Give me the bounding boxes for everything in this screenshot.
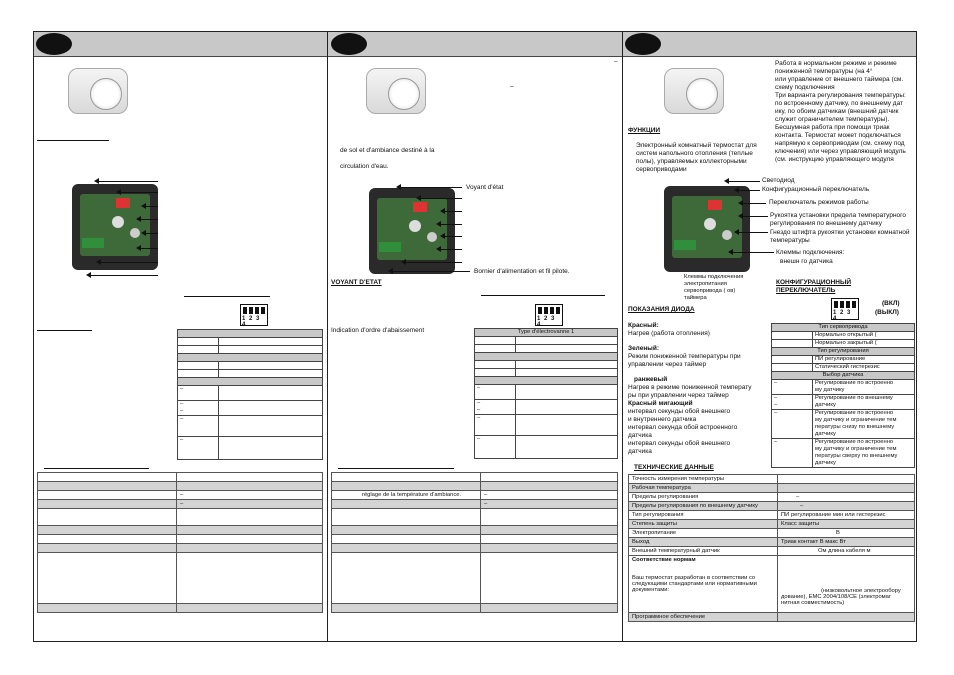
callout-arrow [90, 275, 158, 276]
thermostat-image [366, 64, 428, 116]
heading-functions: ФУНКЦИИ [628, 127, 661, 134]
red-text: Нагрев (работа отопления) [628, 330, 710, 337]
green-text-2: управлении через таймер [628, 361, 707, 368]
off-label: (ВЫКЛ) [875, 309, 899, 316]
orange-text: Нагрев в режиме пониженной температу [628, 384, 752, 391]
text-fragment: – [510, 83, 514, 90]
config-table-ru: Тип сервопривода Нормально открытый ( Нормально закрытый ( Тип регулирования ПИ регулирование Статический гистерезис Выбор датчика – Регулирование по встроенно му датчику – – Регулирование по внешнему датчику – Регулирование по встроенно му датчику и ограничение тем пературы снизу по внешнему датчику – Регулирование по встроенно му датчику и ограничение тем пературы сверху по внешнему датчику [771, 323, 915, 468]
text-fragment: – [614, 58, 618, 65]
language-badge [36, 33, 72, 55]
heading-voyant: VOYANT D'ETAT [331, 279, 382, 286]
callout-arrow [742, 203, 766, 204]
callout-arrow [140, 248, 158, 249]
label-bornier: Bornier d'alimentation et fil pilote. [474, 268, 570, 275]
functions-text: Электронный комнатный термостат для систем напольного отопления (теплые полы), управляемых коллекторными сервоприводами [636, 142, 757, 173]
tech-table-ru: Точность измерения температуры Рабочая температура Пределы регулирования – Пределы регулирования по внешнему датчику – Тип регулирования ПИ регулирование мин или гистерезис Степень защиты Класс защиты Электропитание В Выход Триак контакт В макс Вт Внешний температурный датчик Ом длина кабеля м Соответствие нормам Ваш термостат разработан в соответствии со следующими стандартами или нормативными документами: (низковольтное электрообору дование), EMC 2004/108/CE (электромаг нитная совместимость) Программное обеспечение [628, 474, 915, 622]
callout-arrow [400, 187, 462, 188]
heading-underline [44, 468, 149, 469]
callout-sensor-terminals: Клеммы подключения: [776, 249, 845, 256]
callout-arrow [392, 271, 470, 272]
callout-knob-limit-2: регулирования по внешнему датчику [770, 220, 882, 227]
callout-arrow [444, 236, 462, 237]
callout-arrow [738, 232, 768, 233]
callout-pin-socket: Гнездо штифта рукоятки установки комнатной [770, 229, 910, 236]
column-divider [622, 31, 623, 642]
dip-switch-image: 1 2 3 4 [831, 298, 859, 320]
intro-text: Работа в нормальном режиме и режиме пониженной температуры (на 4° или управление от внешнего таймера (см. схему подключения Три варианта регулирования температуры: по встроенному датчику, по внешнему дат ику, по обоим датчикам (внешний датчик служит ограничителем температуры). Бесшумная работа при помощи триак контакта. Термостат может подключаться напрямую к сервоприводам (см. схему под ключения) или через управляющий модуль (см. инструкцию управляющего модуля [775, 60, 906, 163]
callout-arrow [98, 181, 158, 182]
callout-arrow [440, 249, 462, 250]
config-table-fr2: Type d'électrovanne 1 – – – – – [474, 328, 618, 459]
thermostat-image [664, 64, 726, 116]
heading-underline [481, 295, 605, 296]
heading-underline [184, 296, 270, 297]
heading-underline [37, 140, 109, 141]
green-label: Зеленый: [628, 345, 659, 352]
text-abaissement: Indication d'ordre d'abaissement [331, 327, 425, 334]
green-text: Режим пониженной температуры при [628, 353, 741, 360]
callout-sensor-terminals-2: внешн го датчика [780, 258, 833, 265]
red-label: Красный: [628, 322, 659, 329]
tech-table-fr2: réglage de la température d'ambiance. – – [331, 472, 618, 613]
callout-mode-switch: Переключатель режимов работы [769, 199, 869, 206]
callout-arrow [100, 262, 158, 263]
callout-arrow [140, 219, 158, 220]
label-voyant: Voyant d'état [466, 184, 504, 191]
orange-label: ранжевый [634, 376, 668, 383]
callout-arrow [444, 211, 462, 212]
callout-arrow [440, 224, 462, 225]
heading-tech: ТЕХНИЧЕСКИЕ ДАННЫЕ [634, 464, 714, 471]
heading-underline [37, 330, 92, 331]
config-table-fr: – – – – – [177, 329, 323, 460]
callout-arrow [145, 206, 158, 207]
callout-arrow [732, 252, 774, 253]
callout-arrow [405, 262, 462, 263]
column-header-3 [623, 32, 916, 57]
callout-led: Светодиод [762, 177, 795, 184]
language-badge [625, 33, 661, 55]
callout-arrow [120, 192, 158, 193]
on-label: (ВКЛ) [882, 300, 900, 307]
callout-pin-socket-2: температуры [770, 237, 810, 244]
heading-underline [338, 468, 454, 469]
dip-switch-image: 1 2 3 4 [535, 304, 563, 326]
callout-arrow [145, 233, 158, 234]
heading-config-2: ПЕРЕКЛЮЧАТЕЛЬ [776, 287, 836, 294]
callout-config-switch: Конфигурационный переключатель [762, 186, 870, 193]
orange-text-2: ры при управлении через таймер [628, 392, 729, 399]
dip-switch-image: 1 2 3 4 [240, 304, 268, 326]
language-badge [331, 33, 367, 55]
thermostat-image [68, 64, 130, 116]
column-header-1 [34, 32, 327, 57]
column-divider [327, 31, 328, 642]
callout-knob-limit: Рукоятка установки предела температурного [770, 212, 907, 219]
heading-config: КОНФИГУРАЦИОННЫЙ [776, 279, 852, 286]
circuit-board-image [72, 184, 158, 270]
terminals-caption: Клеммы подключения электропитания сервопривода ( ов) таймера [684, 274, 744, 301]
column-header-2 [328, 32, 622, 57]
description-text: de sol et d'ambiance destiné à la [340, 147, 435, 154]
description-text: circulation d'eau. [340, 163, 389, 170]
callout-arrow [738, 190, 760, 191]
tech-table-fr: – – [37, 472, 323, 613]
heading-diode: ПОКАЗАНИЯ ДИОДА [628, 306, 695, 313]
blink-label: Красный мигающий [628, 400, 693, 407]
callout-arrow [420, 198, 462, 199]
blink-text: интервал секунды обой внешнего и внутреннего датчика интервал секунда обой встроенного датчика интервал секунды обой внешнего датчика [628, 408, 738, 455]
callout-arrow [742, 216, 768, 217]
callout-arrow [728, 181, 760, 182]
